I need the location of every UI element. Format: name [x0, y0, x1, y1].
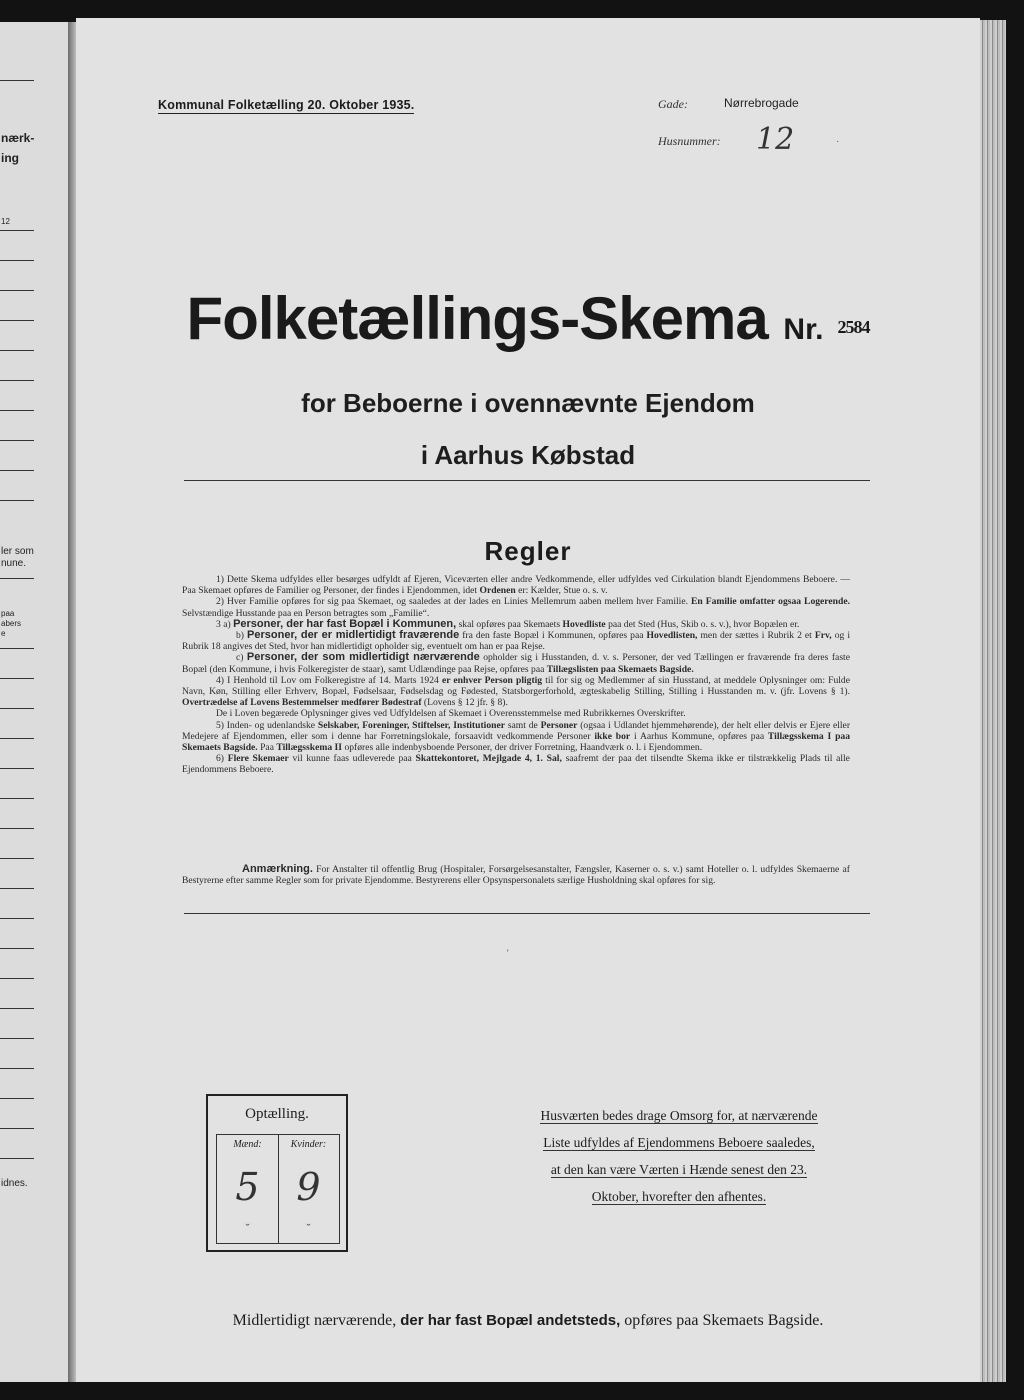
left-rule — [0, 470, 34, 471]
left-rule — [0, 1038, 34, 1039]
left-rule — [0, 888, 34, 889]
left-rule — [0, 978, 34, 979]
request-line: at den kan være Værten i Hænde senest den 23. — [550, 1162, 808, 1177]
rules-text — [182, 574, 850, 776]
form-title — [76, 284, 980, 353]
men-label: Mænd: — [233, 1139, 262, 1150]
street-label: Gade: — [658, 97, 688, 111]
form-title-nr: Nr. — [783, 313, 824, 346]
book-spine — [68, 22, 76, 1382]
street-value: Nørrebrogade — [724, 96, 799, 110]
left-fragment: nune. — [1, 558, 27, 569]
rule-1: 1) Dette Skema udfyldes eller besørges udfyldt af Ejeren, Viceværten eller andre Vedkommende, eller udfyldes ved Cirkulation blandt Ejendommens Beboere. — Paa Skemaet opføres de Familier og Personer, der findes i Ejendommen, idet Ordenen er: Kælder, Stue o. s. v. — [182, 574, 850, 597]
census-form-page — [76, 18, 980, 1382]
left-fragment: nærk- — [1, 131, 35, 145]
left-fragment: ing — [1, 151, 19, 165]
annotation-text: For Anstalter til offentlig Brug (Hospitaler, Forsørgelsesanstalter, Fængsler, Kaserner o. s. v.) samt Hoteller o. l. udfyldes Skemaerne af Bestyrerne efter samme Regler som for private Ejendomme. Bestyrerens eller Opsynspersonalets særlige Husholdning skal opføres for sig. — [182, 864, 850, 887]
left-rule — [0, 578, 34, 579]
left-rule — [0, 1158, 34, 1159]
rule-5: 5) Inden- og udenlandske Selskaber, Foreninger, Stiftelser, Institutioner samt de Personer (ogsaa i Udlandet hjemmehørende), der helt eller delvis er Ejere eller Medejere af Ejendommen, eller som i denne har Forretningslokale, forsaavidt vedkommende Personer ikke bor i Aarhus Kommune, opføres paa Tillægsskema I paa Skemaets Bagside. Paa Tillægsskema II opføres alle indenbysboende Personer, der driver Forretning, Haandværk o. l. i Ejendommen. — [182, 719, 851, 754]
rule-4: 4) I Henhold til Lov om Folkeregistre af 14. Marts 1924 er enhver Person pligtig til for sig og Medlemmer af sin Husstand, at meddele Oplysninger om: Fulde Navn, Køn, Stilling eller Erhverv, Bopæl, Fødselsaar, Fødselsdag og Fødested, Statsborgerforhold, ægteskabelig Stilling, Stilling i Husstanden m. v. (jfr. Lovens § 1). Overtrædelse af Lovens Bestemmelser medfører Bødestraf (Lovens § 12 jfr. § 8). — [182, 674, 850, 709]
request-line: Liste udfyldes af Ejendommens Beboere saaledes, — [543, 1135, 815, 1150]
count-box — [206, 1094, 348, 1252]
left-rule — [0, 858, 34, 859]
left-fragment: idnes. — [1, 1178, 28, 1189]
women-label: Kvinder: — [290, 1139, 327, 1150]
house-number-value: 12 — [756, 122, 795, 157]
left-rule — [0, 798, 34, 799]
left-rule — [0, 290, 34, 291]
pen-mark: ‘ — [506, 948, 510, 959]
left-rule — [0, 410, 34, 411]
divider-top — [184, 480, 870, 481]
check-mark: ˇ — [306, 1221, 311, 1235]
women-count: 9 — [296, 1165, 321, 1209]
count-men-column — [217, 1135, 279, 1243]
form-title-main: Folketællings-Skema — [186, 285, 768, 352]
left-rule — [0, 350, 34, 351]
rule-3b: b) Personer, der er midlertidigt fraværende fra den faste Bopæl i Kommunen, opføres paa Hovedlisten, men der sættes i Rubrik 2 et Frv, og i Rubrik 18 angives det Sted, hvor han midlertidigt opholder sig, eventuelt om han er paa Rejse. — [182, 629, 850, 653]
rule-4-cont: De i Loven begærede Oplysninger gives ved Udfyldelsen af Skemaet i Overensstemmelse med Rubrikkernes Overskrifter. — [216, 708, 686, 720]
page-stack-edge — [980, 20, 1006, 1382]
rule-3a: 3 a) Personer, der har fast Bopæl i Kommunen, skal opføres paa Skemaets Hovedliste paa det Sted (Hus, Skib o. s. v.), hvor Bopælen er. — [216, 617, 800, 630]
ink-dot: ˙ — [836, 140, 840, 151]
footer-instruction: Midlertidigt nærværende, der har fast Bopæl andetsteds, opføres paa Skemaets Bagside. — [232, 1312, 824, 1329]
rule-6: 6) Flere Skemaer vil kunne faas udleverede paa Skattekontoret, Mejlgade 4, 1. Sal, saafremt der paa det tilsendte Skema ikke er tilstrækkelig Plads til alle Ejendommens Beboere. — [182, 753, 850, 776]
left-rule — [0, 708, 34, 709]
landlord-request — [506, 1102, 852, 1210]
men-count: 5 — [235, 1165, 260, 1209]
form-city: i Aarhus Købstad — [420, 440, 636, 470]
left-fragment: e — [1, 629, 6, 638]
left-rule — [0, 1098, 34, 1099]
left-fragment: paa — [1, 609, 15, 618]
house-number-label: Husnummer: — [658, 134, 721, 148]
left-rule — [0, 678, 34, 679]
left-fragment: abers — [1, 619, 22, 628]
previous-page-strip — [0, 22, 70, 1382]
left-rule — [0, 1068, 34, 1069]
census-header: Kommunal Folketælling 20. Oktober 1935. — [158, 98, 415, 112]
rules-heading: Regler — [484, 536, 572, 566]
left-rule — [0, 1008, 34, 1009]
left-rule — [0, 440, 34, 441]
request-line: Husværten bedes drage Omsorg for, at nærværende — [540, 1108, 818, 1123]
request-line: Oktober, hvorefter den afhentes. — [591, 1189, 767, 1204]
left-fragment: 12 — [1, 217, 10, 226]
left-rule — [0, 648, 34, 649]
left-rule — [0, 80, 34, 81]
form-subtitle: for Beboerne i ovennævnte Ejendom — [301, 388, 755, 418]
left-rule — [0, 948, 34, 949]
left-rule — [0, 500, 34, 501]
rule-3c: c) Personer, der som midlertidigt nærværende opholder sig i Husstanden, d. v. s. Personer, der ved Tællingen er fraværende fra deres faste Bopæl (den Kommune, i hvis Folkeregister de staar), samt Udlændinge paa Rejse, opføres paa Tillægslisten paa Skemaets Bagside. — [182, 651, 850, 675]
left-rule — [0, 260, 34, 261]
left-rule — [0, 918, 34, 919]
form-number: 2584 — [837, 317, 870, 337]
left-rule — [0, 1128, 34, 1129]
left-rule — [0, 828, 34, 829]
divider-bottom — [184, 913, 870, 914]
count-women-column — [278, 1135, 339, 1243]
annotation-note — [182, 864, 850, 886]
annotation-heading: Anmærkning. — [242, 863, 313, 875]
left-rule — [0, 230, 34, 231]
left-rule — [0, 320, 34, 321]
left-rule — [0, 380, 34, 381]
check-mark: ˇ — [245, 1221, 250, 1235]
count-table — [216, 1134, 340, 1244]
rule-2: 2) Hver Familie opføres for sig paa Skemaet, og saaledes at der lades en Linies Mellemrum aaben mellem hver Familie. En Familie omfatter ogsaa Logerende. Selvstændige Husstande paa en Person betragtes som „Familie“. — [182, 596, 850, 619]
count-title: Optælling. — [245, 1106, 309, 1122]
left-rule — [0, 738, 34, 739]
left-rule — [0, 768, 34, 769]
left-fragment: ler som — [1, 546, 34, 557]
